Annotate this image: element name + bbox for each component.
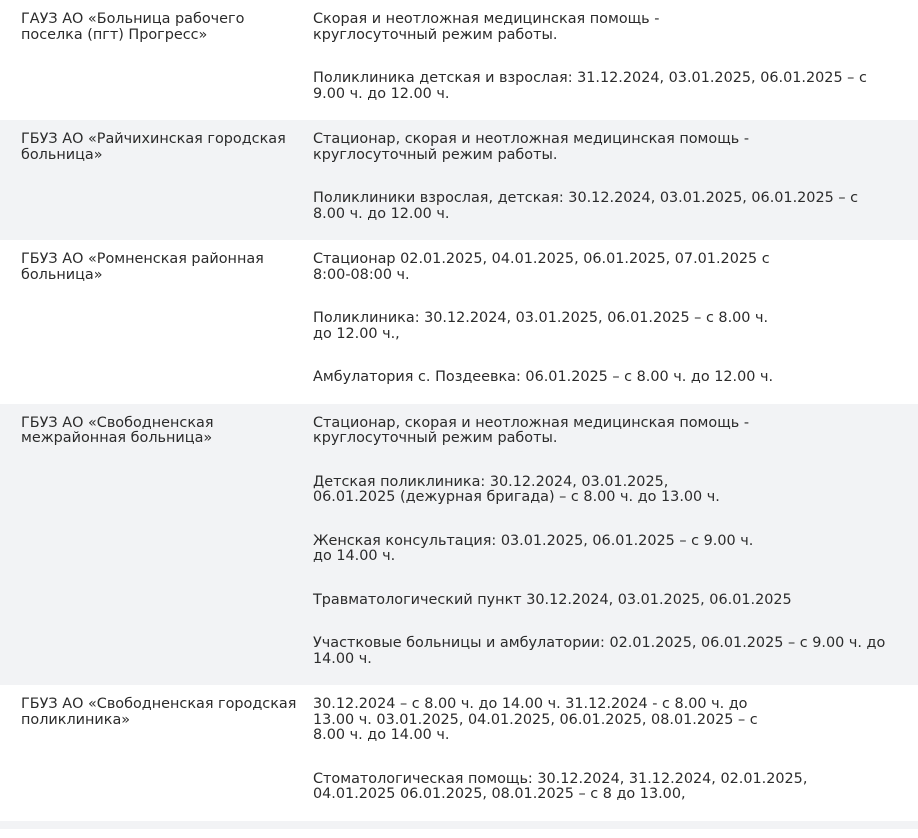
table-row [0,685,918,821]
schedule-line: Стационар, скорая и неотложная медицинская помощь - круглосуточный режим работы. [313,414,750,446]
schedule-line: Стационар, скорая и неотложная медицинская помощь - круглосуточный режим работы. [313,131,750,163]
organization-name: ГБУЗ АО «Райчихинская городская больница» [0,120,313,240]
schedule-cell [313,120,918,240]
schedule-cell [313,0,918,120]
schedule-line: Женская консультация: 03.01.2025, 06.01.2025 – с 9.00 ч. до 14.00 ч. [313,532,754,564]
table-row [0,120,918,240]
schedule-line: Амбулатория с. Поздеевка: 06.01.2025 – с 8.00 ч. до 12.00 ч. [313,369,774,385]
schedule-line: 30.12.2024 – с 8.00 ч. до 14.00 ч. 31.12.2024 - с 8.00 ч. до 13.00 ч. 03.01.2025, 04.01.2025, 06.01.2025, 08.01.2025 – с 8.00 ч. до 14.00 ч. [313,696,758,743]
table-row [0,404,918,686]
schedule-line: Травматологический пункт 30.12.2024, 03.01.2025, 06.01.2025 [313,591,792,608]
schedule-line: Поликлиники взрослая, детская: 30.12.2024, 03.01.2025, 06.01.2025 – с 8.00 ч. до 12.00 ч. [313,190,859,222]
schedule-line: Скорая и неотложная медицинская помощь - круглосуточный режим работы. [313,11,660,43]
organization-name: ГБУЗ АО «Свободненская городская поликлиника» [0,685,313,821]
schedule-line: Детская поликлиника: 30.12.2024, 03.01.2025, 06.01.2025 (дежурная бригада) – с 8.00 ч. до 13.00 ч. [313,473,720,505]
next-row-strip [0,821,918,829]
schedule-line: Поликлиника детская и взрослая: 31.12.2024, 03.01.2025, 06.01.2025 – с 9.00 ч. до 12.00 ч. [313,70,867,102]
table-row [0,240,918,404]
schedule-cell [313,404,918,686]
schedule-line: Стационар 02.01.2025, 04.01.2025, 06.01.2025, 07.01.2025 с 8:00-08:00 ч. [313,251,770,283]
table-row [0,0,918,120]
schedule-line: Стоматологическая помощь: 30.12.2024, 31.12.2024, 02.01.2025, 04.01.2025 06.01.2025, 08.01.2025 – с 8 до 13.00, [313,770,808,802]
schedule-line: Участковые больницы и амбулатории: 02.01.2025, 06.01.2025 – с 9.00 ч. до 14.00 ч. [313,635,886,667]
schedule-line: Поликлиника: 30.12.2024, 03.01.2025, 06.01.2025 – с 8.00 ч. до 12.00 ч., [313,310,769,342]
schedule-cell [313,685,918,821]
organization-name: ГБУЗ АО «Свободненская межрайонная больница» [0,404,313,686]
organization-name: ГАУЗ АО «Больница рабочего поселка (пгт) Прогресс» [0,0,313,120]
organization-name: ГБУЗ АО «Ромненская районная больница» [0,240,313,404]
schedule-cell [313,240,918,404]
